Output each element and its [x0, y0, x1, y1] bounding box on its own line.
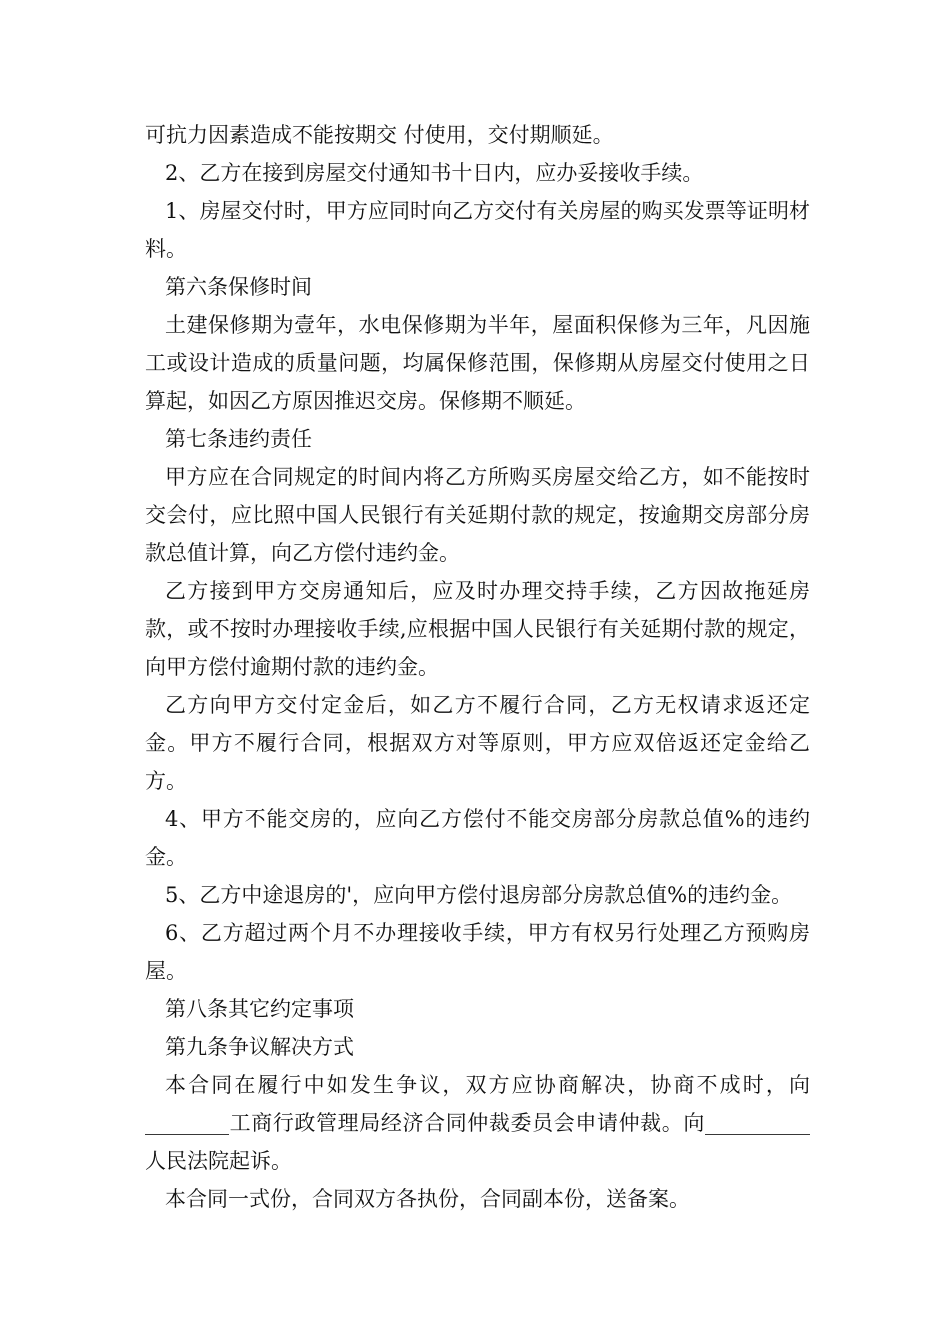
paragraph-party-a-delay: 甲方应在合同规定的时间内将乙方所购买房屋交给乙方，如不能按时交会付，应比照中国人民银行有关延期付款的规定，按逾期交房部分房款总值计算，向乙方偿付违约金。 [145, 465, 810, 565]
heading-article-6: 第六条保修时间 [165, 275, 312, 299]
paragraph-deposit: 乙方向甲方交付定金后，如乙方不履行合同，乙方无权请求返还定金。甲方不履行合同，根据双方对等原则，甲方应双倍返还定金给乙方。 [145, 693, 810, 793]
paragraph-force-majeure: 可抗力因素造成不能按期交 付使用，交付期顺延。 [145, 123, 614, 147]
paragraph-item-5: 5、乙方中途退房的'，应向甲方偿付退房部分房款总值%的违约金。 [165, 883, 793, 907]
heading-article-8: 第八条其它约定事项 [165, 997, 354, 1021]
paragraph-dispute-resolution: 本合同在履行中如发生争议，双方应协商解决，协商不成时，向________工商行政管理局经济合同仲裁委员会申请仲裁。向__________人民法院起诉。 [145, 1073, 810, 1173]
paragraph-warranty-period: 土建保修期为壹年，水电保修期为半年，屋面积保修为三年，凡因施工或设计造成的质量问题，均属保修范围，保修期从房屋交付使用之日算起，如因乙方原因推迟交房。保修期不顺延。 [145, 313, 810, 413]
document-body [145, 116, 810, 1218]
heading-article-9: 第九条争议解决方式 [165, 1035, 354, 1059]
paragraph-party-b-delay: 乙方接到甲方交房通知后，应及时办理交持手续，乙方因故拖延房款，或不按时办理接收手续,应根据中国人民银行有关延期付款的规定，向甲方偿付逾期付款的违约金。 [145, 579, 810, 679]
paragraph-item-4: 4、甲方不能交房的，应向乙方偿付不能交房部分房款总值%的违约金。 [145, 807, 810, 869]
paragraph-copies: 本合同一式份，合同双方各执份，合同副本份，送备案。 [165, 1187, 690, 1211]
paragraph-item-6: 6、乙方超过两个月不办理接收手续，甲方有权另行处理乙方预购房屋。 [145, 921, 810, 983]
paragraph-handover-procedure: 2、乙方在接到房屋交付通知书十日内，应办妥接收手续。 [165, 161, 704, 185]
paragraph-handover-documents: 1、房屋交付时，甲方应同时向乙方交付有关房屋的购买发票等证明材料。 [145, 199, 810, 261]
heading-article-7: 第七条违约责任 [165, 427, 312, 451]
